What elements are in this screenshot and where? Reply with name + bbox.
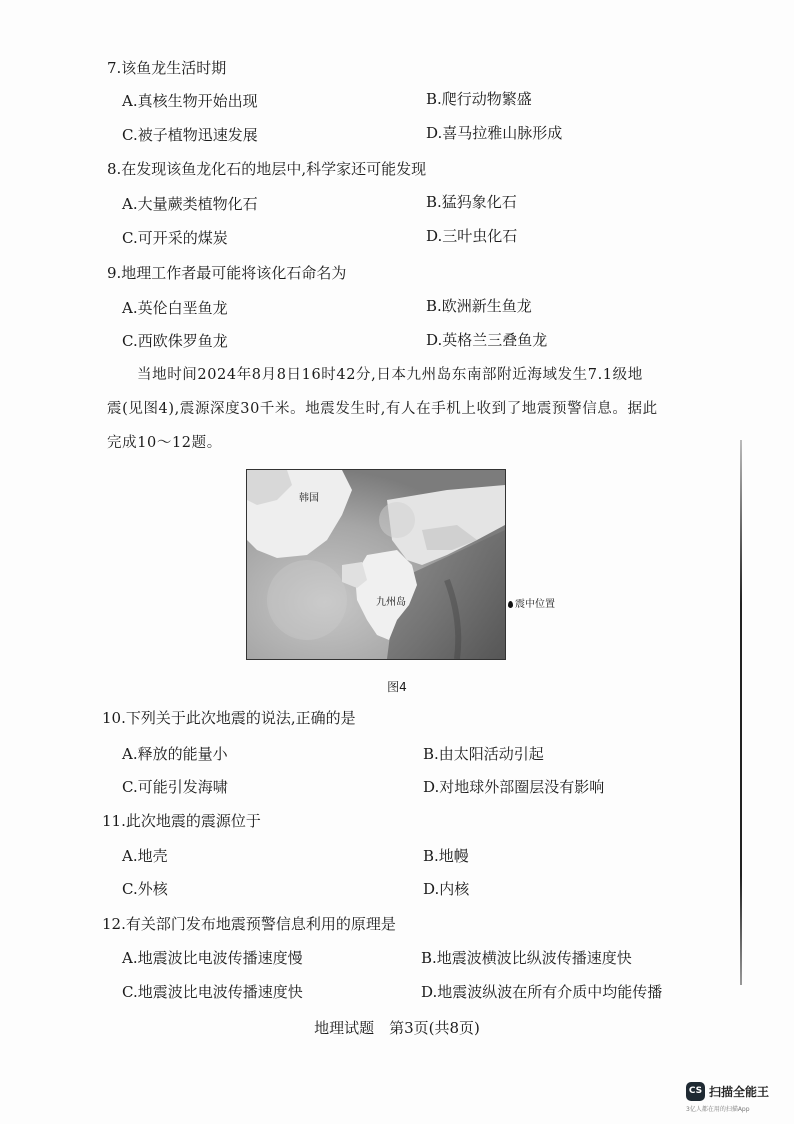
passage-line-3: 完成10～12题。: [107, 435, 222, 451]
question-10-option-d: D.对地球外部圈层没有影响: [423, 778, 605, 796]
question-8-option-d: D.三叶虫化石: [426, 227, 518, 245]
watermark-title: 扫描全能王: [709, 1085, 770, 1099]
question-12-option-d: D.地震波纵波在所有介质中均能传播: [421, 983, 663, 1001]
question-9-option-a: A.英伦白垩鱼龙: [122, 299, 228, 317]
question-12-stem: 12.有关部门发布地震预警信息利用的原理是: [102, 915, 396, 933]
question-12-option-c: C.地震波比电波传播速度快: [122, 983, 303, 1001]
question-10-option-a: A.释放的能量小: [122, 745, 228, 763]
map-label-kyushu: 九州岛: [376, 597, 406, 608]
satellite-map-image: [247, 470, 505, 659]
passage-line-2: 震(见图4),震源深度30千米。地震发生时,有人在手机上收到了地震预警信息。据此: [107, 401, 658, 417]
passage-line-1: 当地时间2024年8月8日16时42分,日本九州岛东南部附近海域发生7.1级地: [137, 367, 643, 383]
question-10-option-b: B.由太阳活动引起: [423, 745, 544, 763]
question-9-stem: 9.地理工作者最可能将该化石命名为: [107, 264, 347, 282]
question-9-option-b: B.欧洲新生鱼龙: [426, 297, 532, 315]
question-7-option-a: A.真核生物开始出现: [122, 92, 258, 110]
question-7-option-c: C.被子植物迅速发展: [122, 126, 258, 144]
question-11-option-a: A.地壳: [122, 847, 168, 865]
camscanner-logo-icon: CS: [686, 1082, 705, 1101]
question-11-stem: 11.此次地震的震源位于: [102, 812, 261, 830]
map-label-korea: 韩国: [299, 493, 319, 504]
figure-4-map: [246, 469, 506, 660]
map-label-epicenter: 震中位置: [515, 599, 555, 610]
question-8-option-c: C.可开采的煤炭: [122, 229, 228, 247]
question-8-option-b: B.猛犸象化石: [426, 193, 517, 211]
question-7-option-b: B.爬行动物繁盛: [426, 90, 532, 108]
scan-edge-line: [740, 440, 742, 985]
question-10-option-c: C.可能引发海啸: [122, 778, 228, 796]
scanner-watermark: [686, 1082, 792, 1118]
figure-caption: 图4: [387, 680, 407, 694]
question-9-option-c: C.西欧侏罗鱼龙: [122, 332, 228, 350]
page-footer: 地理试题 第3页(共8页): [314, 1019, 480, 1037]
question-7-stem: 7.该鱼龙生活时期: [107, 59, 227, 77]
question-7-option-d: D.喜马拉雅山脉形成: [426, 124, 563, 142]
question-8-stem: 8.在发现该鱼龙化石的地层中,科学家还可能发现: [107, 160, 427, 178]
epicenter-pin-icon: [508, 601, 513, 608]
epicenter-marker: [508, 598, 555, 612]
question-11-option-c: C.外核: [122, 880, 168, 898]
watermark-subtitle: 3亿人都在用的扫描App: [686, 1106, 750, 1113]
question-12-option-a: A.地震波比电波传播速度慢: [122, 949, 303, 967]
question-9-option-d: D.英格兰三叠鱼龙: [426, 331, 548, 349]
question-11-option-d: D.内核: [423, 880, 470, 898]
question-10-stem: 10.下列关于此次地震的说法,正确的是: [102, 709, 356, 727]
question-8-option-a: A.大量蕨类植物化石: [122, 195, 258, 213]
question-12-option-b: B.地震波横波比纵波传播速度快: [421, 949, 632, 967]
question-11-option-b: B.地幔: [423, 847, 469, 865]
